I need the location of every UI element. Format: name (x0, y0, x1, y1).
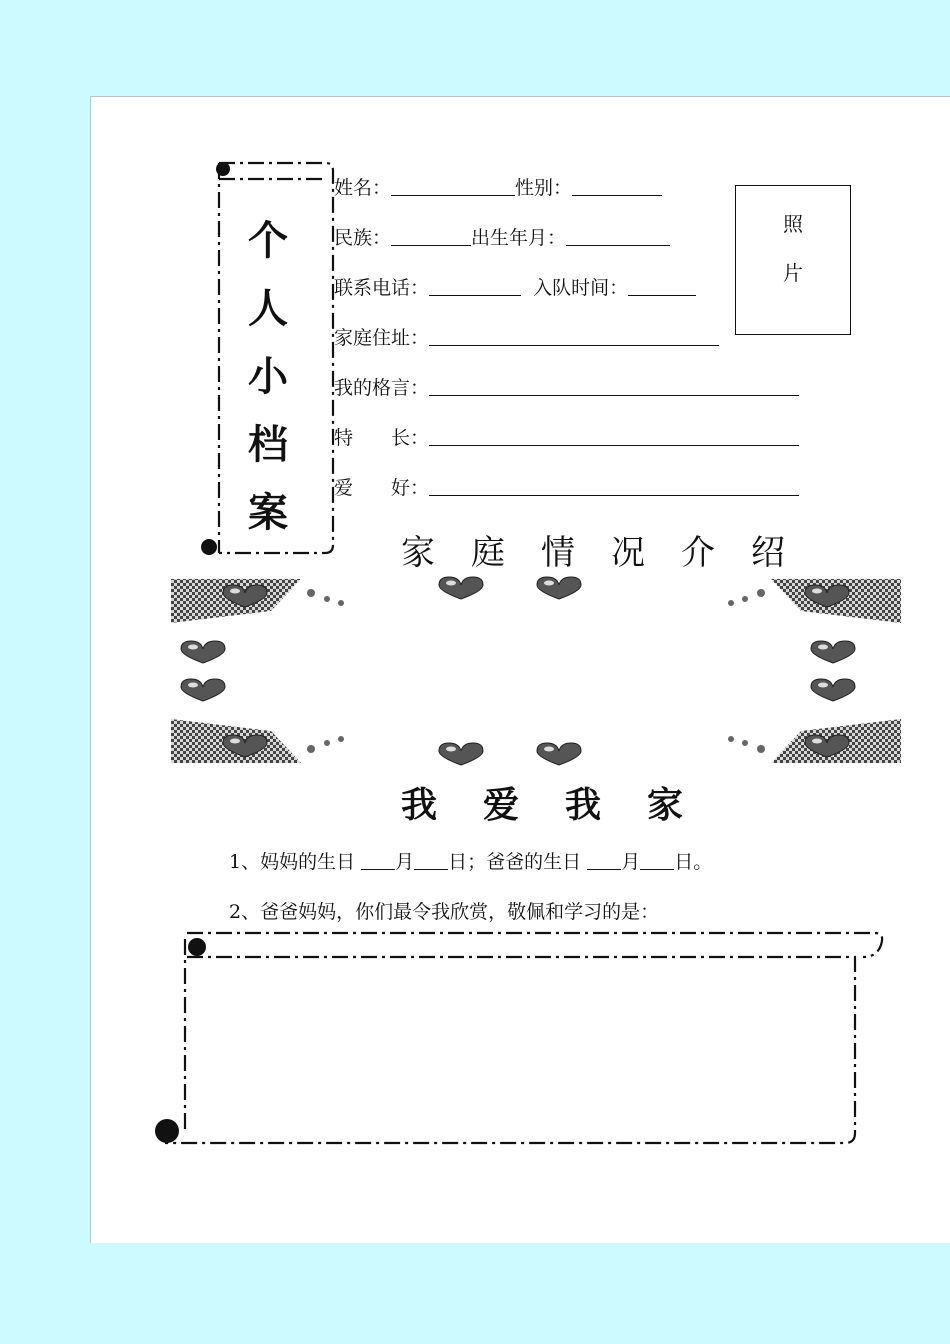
worksheet-page (90, 96, 950, 1243)
specialty-field[interactable] (429, 427, 799, 446)
love-section-title: 我爱我家 (401, 785, 730, 826)
side-title-char: 案 (248, 489, 288, 536)
ethnicity-birth-row (334, 223, 670, 250)
motto-row (334, 373, 799, 400)
question-2: 2、爸爸妈妈，你们最令我欣赏，敬佩和学习的是： (229, 901, 660, 923)
answer-scroll-frame[interactable] (151, 925, 891, 1155)
mother-day-field[interactable] (414, 851, 448, 870)
birth-field[interactable] (566, 227, 670, 246)
join-field[interactable] (628, 277, 696, 296)
father-day-field[interactable] (640, 851, 674, 870)
name-field[interactable] (391, 177, 515, 196)
side-title-char: 档 (248, 421, 288, 468)
q1-month-label: 月 (395, 851, 415, 873)
photo-char: 照 (783, 212, 803, 236)
phone-label: 联系电话： (334, 277, 430, 299)
address-field[interactable] (429, 327, 719, 346)
mother-month-field[interactable] (361, 851, 395, 870)
phone-join-row (334, 273, 696, 300)
side-title-char: 小 (248, 353, 288, 400)
ethnicity-field[interactable] (391, 227, 471, 246)
question-1 (229, 847, 712, 874)
specialty-row (334, 423, 799, 450)
phone-field[interactable] (429, 277, 521, 296)
q1-day-label: 日；爸爸的生日 (448, 851, 582, 873)
birth-label: 出生年月： (471, 227, 567, 249)
ethnicity-label: 民族： (334, 227, 392, 249)
side-title-char: 人 (248, 285, 288, 332)
gender-label: 性别： (515, 177, 573, 199)
photo-char: 片 (783, 261, 803, 285)
father-month-field[interactable] (587, 851, 621, 870)
photo-box[interactable] (735, 185, 851, 335)
heart-frame-decoration (171, 571, 901, 771)
motto-field[interactable] (429, 377, 799, 396)
q1-prefix: 1、妈妈的生日 (229, 851, 356, 873)
address-row (334, 323, 719, 350)
gender-field[interactable] (572, 177, 662, 196)
join-label: 入队时间： (533, 277, 629, 299)
name-gender-row (334, 173, 662, 200)
motto-label: 我的格言： (334, 377, 430, 399)
hobby-field[interactable] (429, 477, 799, 496)
hobby-row (334, 473, 799, 500)
side-title (233, 207, 303, 547)
specialty-label: 特 长： (334, 427, 430, 449)
name-label: 姓名： (334, 177, 392, 199)
q1-day2-label: 日。 (674, 851, 713, 873)
side-title-char: 个 (248, 217, 288, 264)
address-label: 家庭住址： (334, 327, 430, 349)
family-section-title: 家庭情况介绍 (401, 533, 821, 573)
hobby-label: 爱 好： (334, 477, 430, 499)
q1-month2-label: 月 (621, 851, 641, 873)
